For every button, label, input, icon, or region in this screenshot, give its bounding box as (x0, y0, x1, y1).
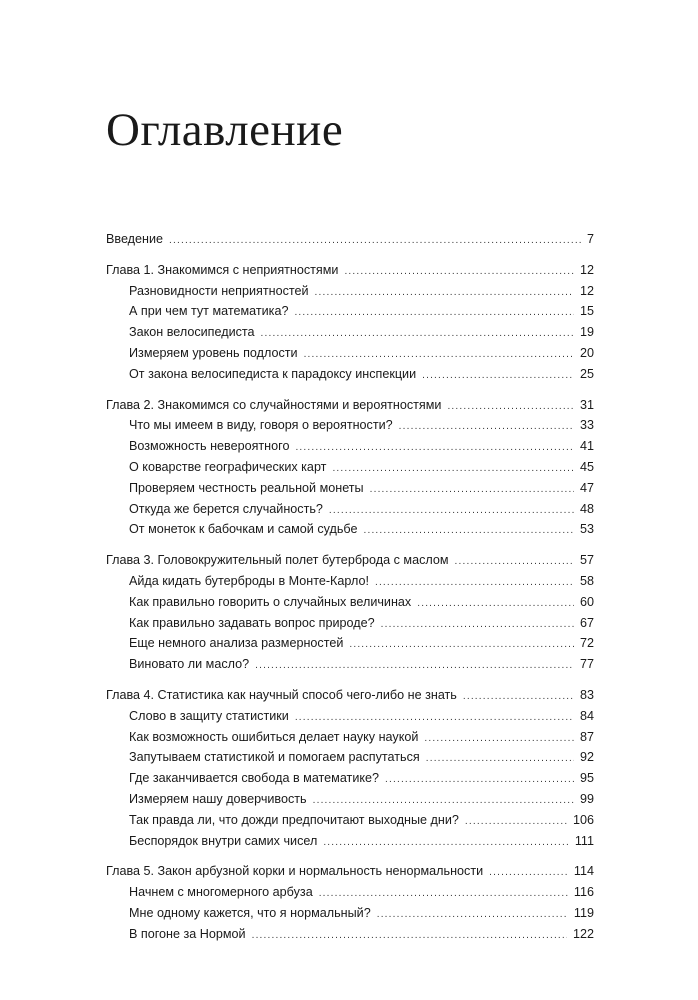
toc-section-entry[interactable] (106, 457, 594, 478)
toc-page-number: 57 (579, 553, 594, 568)
dot-leader (381, 615, 574, 636)
toc-page-number: 111 (574, 833, 594, 848)
toc-page-number: 119 (573, 905, 594, 920)
table-of-contents (106, 229, 594, 955)
toc-entry-label: Так правда ли, что дожди предпочитают выходные дни? (129, 812, 459, 827)
dot-leader (323, 833, 569, 854)
dot-leader (422, 366, 574, 387)
dot-leader (385, 770, 574, 791)
toc-page-number: 41 (579, 439, 594, 454)
toc-page-number: 84 (579, 708, 594, 723)
dot-leader (447, 397, 574, 418)
dot-leader (295, 708, 574, 729)
toc-entry-label: Беспорядок внутри самих чисел (129, 833, 318, 848)
toc-page-number: 33 (579, 418, 594, 433)
toc-entry-label: Разновидности неприятностей (129, 283, 309, 298)
toc-group (106, 260, 594, 385)
dot-leader (417, 594, 574, 615)
toc-section-entry[interactable] (106, 571, 594, 592)
toc-chapter-entry[interactable] (106, 395, 594, 416)
dot-leader (463, 687, 574, 708)
toc-chapter-entry[interactable] (106, 550, 594, 571)
dot-leader (304, 345, 574, 366)
toc-page-number: 60 (579, 594, 594, 609)
page-title: Оглавление (106, 104, 344, 156)
toc-entry-label: Измеряем уровень подлости (129, 345, 298, 360)
dot-leader (399, 417, 574, 438)
dot-leader (315, 283, 574, 304)
toc-page-number: 7 (586, 232, 594, 246)
toc-page-number: 92 (579, 750, 594, 765)
toc-page-number: 45 (579, 459, 594, 474)
toc-section-entry[interactable] (106, 436, 594, 457)
toc-chapter-entry[interactable] (106, 685, 594, 706)
toc-section-entry[interactable] (106, 499, 594, 520)
toc-entry-label: Еще немного анализа размерностей (129, 636, 344, 651)
toc-section-entry[interactable] (106, 322, 594, 343)
toc-section-entry[interactable] (106, 519, 594, 540)
toc-entry-label: Откуда же берется случайность? (129, 501, 323, 516)
toc-page-number: 15 (579, 304, 594, 319)
dot-leader (489, 863, 568, 884)
toc-entry-label: Возможность невероятного (129, 439, 290, 454)
dot-leader (261, 324, 574, 345)
dot-leader (363, 521, 574, 542)
toc-section-entry[interactable] (106, 831, 594, 852)
toc-page-number: 25 (579, 366, 594, 381)
toc-page-number: 99 (579, 791, 594, 806)
toc-page-number: 87 (579, 729, 594, 744)
toc-entry-label: В погоне за Нормой (129, 926, 246, 941)
dot-leader (313, 791, 574, 812)
dot-leader (329, 501, 574, 522)
toc-section-entry[interactable] (106, 478, 594, 499)
toc-page-number: 19 (579, 325, 594, 340)
toc-page-number: 12 (579, 283, 594, 298)
toc-section-entry[interactable] (106, 747, 594, 768)
toc-page-number: 116 (573, 885, 594, 900)
toc-section-entry[interactable] (106, 706, 594, 727)
toc-page-number: 95 (579, 771, 594, 786)
toc-section-entry[interactable] (106, 882, 594, 903)
toc-entry-label: А при чем тут математика? (129, 304, 289, 319)
toc-entry-label: Что мы имеем в виду, говоря о вероятности? (129, 418, 393, 433)
toc-entry-label: Проверяем честность реальной монеты (129, 480, 364, 495)
toc-group (106, 685, 594, 851)
toc-page-number: 106 (572, 812, 594, 827)
toc-entry-label: Измеряем нашу доверчивость (129, 791, 307, 806)
toc-entry-label: От закона велосипедиста к парадоксу инспекции (129, 366, 417, 381)
toc-entry-label: Закон велосипедиста (129, 325, 255, 340)
dot-leader (370, 480, 574, 501)
toc-section-entry[interactable] (106, 613, 594, 634)
toc-page-number: 72 (579, 636, 594, 651)
toc-page-number: 114 (573, 864, 594, 879)
dot-leader (332, 459, 574, 480)
toc-section-entry[interactable] (106, 654, 594, 675)
toc-section-entry[interactable] (106, 924, 594, 945)
dot-leader (375, 573, 574, 594)
dot-leader (255, 656, 574, 677)
dot-leader (424, 729, 574, 750)
toc-page-number: 31 (579, 397, 594, 412)
dot-leader (252, 926, 567, 947)
toc-chapter-entry[interactable] (106, 260, 594, 281)
toc-chapter-entry[interactable] (106, 229, 594, 250)
dot-leader (455, 552, 574, 573)
toc-entry-label: Как правильно говорить о случайных величинах (129, 594, 412, 609)
toc-page-number: 47 (579, 480, 594, 495)
toc-section-entry[interactable] (106, 301, 594, 322)
toc-page-number: 83 (579, 687, 594, 702)
dot-leader (377, 905, 568, 926)
dot-leader (294, 303, 574, 324)
toc-section-entry[interactable] (106, 633, 594, 654)
toc-entry-label: Введение (106, 232, 164, 246)
toc-entry-label: Начнем с многомерного арбуза (129, 885, 313, 900)
toc-page-number: 58 (579, 573, 594, 588)
toc-section-entry[interactable] (106, 727, 594, 748)
toc-entry-label: Глава 5. Закон арбузной корки и нормальность ненормальности (106, 864, 484, 879)
toc-group (106, 395, 594, 541)
toc-entry-label: О коварстве географических карт (129, 459, 327, 474)
toc-entry-label: Глава 2. Знакомимся со случайностями и вероятностями (106, 397, 442, 412)
toc-section-entry[interactable] (106, 343, 594, 364)
toc-page-number: 77 (579, 657, 594, 672)
toc-section-entry[interactable] (106, 592, 594, 613)
dot-leader (295, 438, 574, 459)
toc-page-number: 67 (579, 615, 594, 630)
toc-entry-label: Глава 4. Статистика как научный способ чего-либо не знать (106, 687, 457, 702)
toc-section-entry[interactable] (106, 768, 594, 789)
toc-page-number: 20 (579, 345, 594, 360)
toc-entry-label: Запутываем статистикой и помогаем распутаться (129, 750, 420, 765)
toc-group (106, 550, 594, 675)
dot-leader (319, 884, 568, 905)
toc-chapter-entry[interactable] (106, 861, 594, 882)
toc-entry-label: Как правильно задавать вопрос природе? (129, 615, 375, 630)
toc-section-entry[interactable] (106, 415, 594, 436)
toc-page-number: 53 (579, 522, 594, 537)
toc-entry-label: Слово в защиту статистики (129, 708, 289, 723)
toc-group (106, 229, 594, 250)
toc-entry-label: Глава 1. Знакомимся с неприятностями (106, 262, 339, 277)
toc-entry-label: Глава 3. Головокружительный полет бутерброда с маслом (106, 553, 449, 568)
toc-page-number: 12 (579, 262, 594, 277)
toc-group (106, 861, 594, 944)
dot-leader (426, 749, 574, 770)
toc-entry-label: От монеток к бабочкам и самой судьбе (129, 522, 358, 537)
toc-entry-label: Виновато ли масло? (129, 657, 250, 672)
toc-page-number: 48 (579, 501, 594, 516)
toc-section-entry[interactable] (106, 364, 594, 385)
toc-page-number: 122 (572, 926, 594, 941)
toc-entry-label: Айда кидать бутерброды в Монте-Карло! (129, 573, 369, 588)
toc-section-entry[interactable] (106, 789, 594, 810)
toc-entry-label: Где заканчивается свобода в математике? (129, 771, 380, 786)
toc-section-entry[interactable] (106, 281, 594, 302)
toc-section-entry[interactable] (106, 810, 594, 831)
dot-leader (169, 231, 581, 252)
toc-entry-label: Мне одному кажется, что я нормальный? (129, 905, 371, 920)
dot-leader (465, 812, 567, 833)
toc-entry-label: Как возможность ошибиться делает науку наукой (129, 729, 419, 744)
dot-leader (344, 262, 574, 283)
toc-section-entry[interactable] (106, 903, 594, 924)
dot-leader (349, 635, 574, 656)
